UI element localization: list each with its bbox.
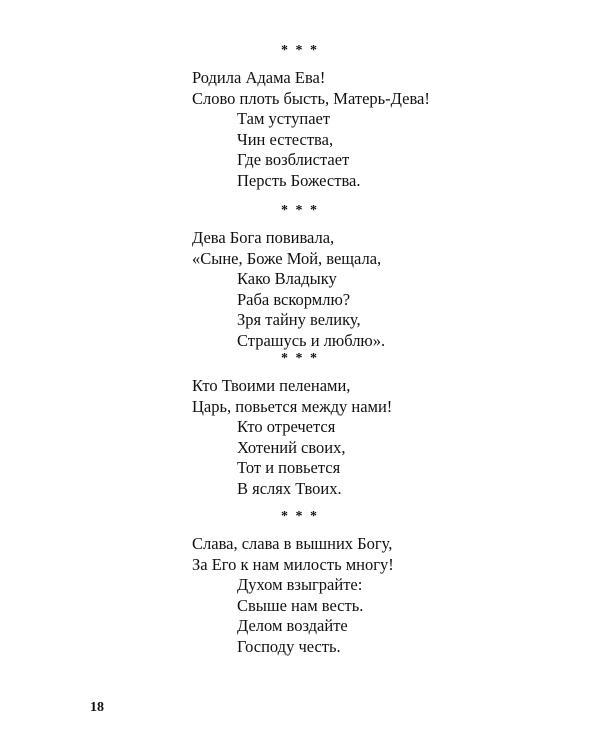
verse-line: Делом воздайте: [237, 616, 348, 636]
stanza-2: [192, 228, 492, 352]
verse-line: Царь, повьется между нами!: [192, 396, 393, 416]
verse-line: Родила Адама Ева!: [192, 68, 326, 87]
stanza-4: [192, 534, 492, 658]
verse-line: В яслях Твоих.: [237, 478, 342, 498]
verse-line: Слава, слава в вышних Богу,: [192, 534, 393, 553]
stanza-separator: * * *: [281, 203, 319, 218]
stanza-separator: * * *: [281, 43, 319, 58]
verse-line: За Его к нам милость многу!: [192, 554, 394, 574]
verse-line: Раба вскормлю?: [237, 289, 351, 309]
verse-line: Хотений своих,: [237, 437, 346, 457]
verse-line: Господу честь.: [237, 636, 341, 656]
verse-line: Страшусь и люблю».: [237, 330, 386, 350]
stanza-separator: * * *: [281, 509, 319, 524]
stanza-3: [192, 376, 492, 500]
verse-line: Чин естества,: [237, 129, 334, 149]
verse-line: Духом взыграйте:: [237, 575, 363, 595]
stanza-separator: * * *: [281, 351, 319, 366]
verse-line: Персть Божества.: [237, 170, 361, 190]
verse-line: Зря тайну велику,: [237, 310, 361, 330]
verse-line: Кто отречется: [237, 417, 336, 437]
verse-line: Там уступает: [237, 109, 331, 129]
verse-line: Кто Твоими пеленами,: [192, 376, 351, 395]
verse-line: Свыше нам весть.: [237, 595, 364, 615]
page-number: 18: [90, 700, 104, 715]
verse-line: Слово плоть бысть, Матерь-Дева!: [192, 88, 430, 108]
verse-line: Тот и повьется: [237, 458, 341, 478]
verse-line: Где возблистает: [237, 150, 350, 170]
stanza-1: [192, 68, 492, 192]
verse-line: Како Владыку: [237, 269, 337, 289]
verse-line: Дева Бога повивала,: [192, 228, 335, 247]
verse-line: «Сыне, Боже Мой, вещала,: [192, 248, 382, 268]
